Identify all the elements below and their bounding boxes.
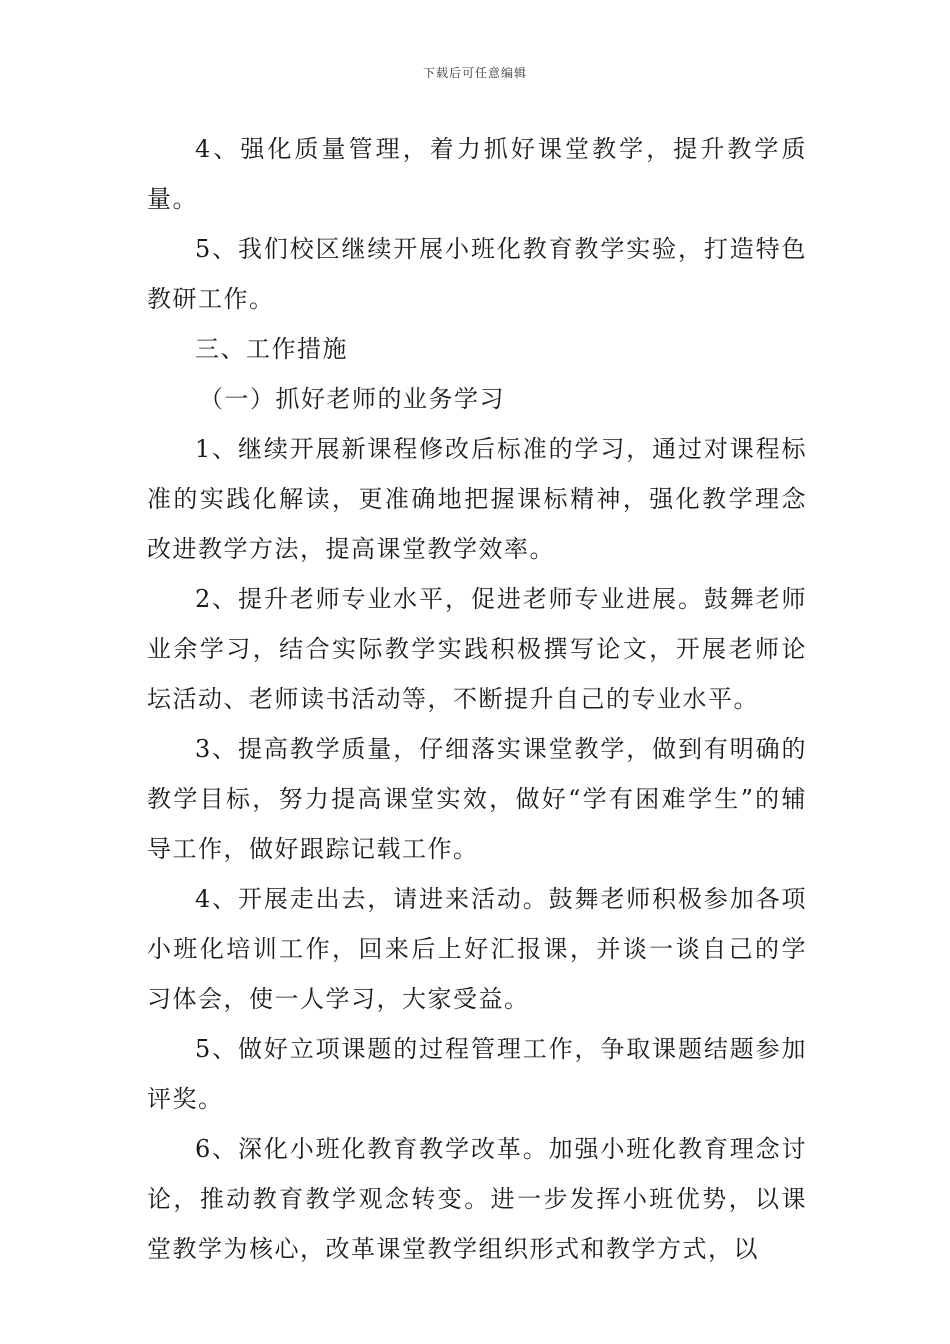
- measure-item-1: 1、继续开展新课程修改后标准的学习，通过对课程标准的实践化解读，更准确地把握课标精神，强化教学理念改进教学方法，提高课堂教学效率。: [147, 435, 807, 563]
- measure-item-3: 3、提高教学质量，仔细落实课堂教学，做到有明确的教学目标，努力提高课堂实效，做好“学有困难学生”的辅导工作，做好跟踪记载工作。: [147, 735, 807, 863]
- section-heading: 三、工作措施: [195, 335, 348, 363]
- subsection-heading: （一）抓好老师的业务学习: [199, 385, 505, 413]
- document-body: [147, 124, 807, 1274]
- page-header: 下载后可任意编辑: [422, 66, 527, 80]
- measure-item-4: 4、开展走出去，请进来活动。鼓舞老师积极参加各项小班化培训工作，回来后上好汇报课，并谈一谈自己的学习体会，使一人学习，大家受益。: [147, 885, 807, 1013]
- measure-item-5: 5、做好立项课题的过程管理工作，争取课题结题参加评奖。: [147, 1035, 807, 1113]
- measure-item-6: 6、深化小班化教育教学改革。加强小班化教育理念讨论，推动教育教学观念转变。进一步发挥小班优势，以课堂教学为核心，改革课堂教学组织形式和教学方式，以: [147, 1135, 807, 1263]
- paragraph-item-5: 5、我们校区继续开展小班化教育教学实验，打造特色教研工作。: [147, 235, 807, 313]
- paragraph-item-4: 4、强化质量管理，着力抓好课堂教学，提升教学质量。: [147, 135, 807, 213]
- measure-item-2: 2、提升老师专业水平，促进老师专业进展。鼓舞老师业余学习，结合实际教学实践积极撰写论文，开展老师论坛活动、老师读书活动等，不断提升自己的专业水平。: [147, 585, 807, 713]
